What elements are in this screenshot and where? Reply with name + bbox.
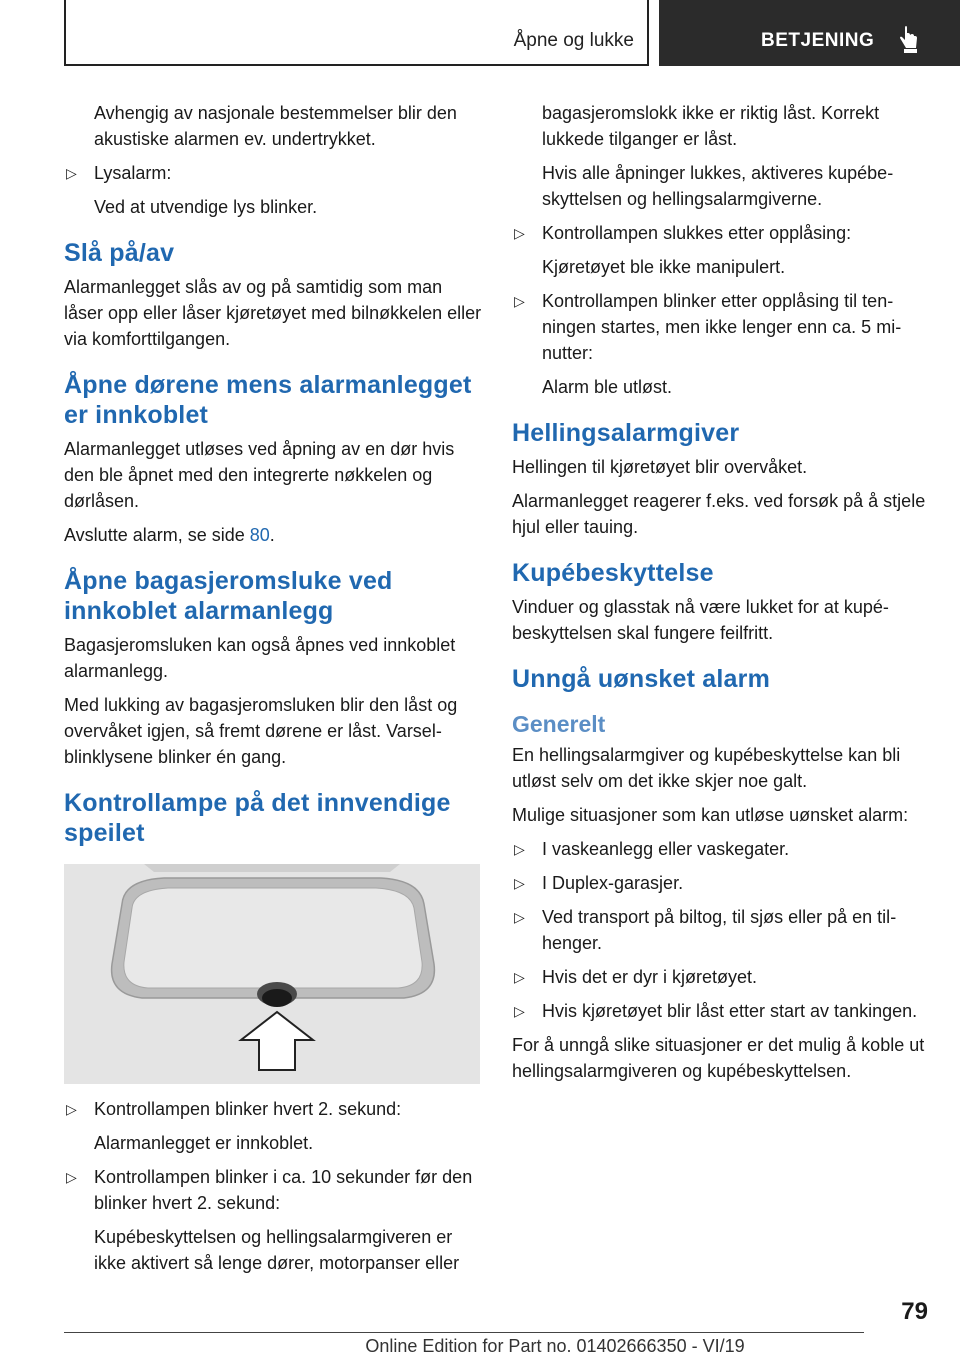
triangle-bullet-icon: ▷ <box>514 969 525 985</box>
chapter-tab[interactable] <box>659 0 960 66</box>
list-item-desc: Alarmanlegget er innkoblet. <box>94 1133 314 1153</box>
triangle-bullet-icon: ▷ <box>514 841 525 857</box>
list-item <box>512 964 928 990</box>
right-column <box>512 100 928 1092</box>
avslutte-text: Avslutte alarm, se side <box>64 525 250 545</box>
paragraph: Alarmanlegget slås av og på samtidig som man låser opp eller låser kjøretøyet med bilnøkkelen eller via komforttilgangen. <box>64 277 482 349</box>
triangle-bullet-icon: ▷ <box>514 875 525 891</box>
paragraph: Mulige situasjoner som kan utløse uønsket alarm: <box>512 805 909 825</box>
list-item-text: Kontrollampen blinker etter opplåsing til tenningen startes, men ikke lenger enn ca. 5 minutter: <box>542 291 902 363</box>
intro-text: Avhengig av nasjonale bestemmelser blir den akustiske alarmen ev. undertrykket. <box>94 103 457 149</box>
page-link-80[interactable]: 80 <box>249 525 270 545</box>
list-item <box>64 1096 482 1122</box>
list-item <box>64 160 482 186</box>
list-item <box>512 836 928 862</box>
list-item-text: I Duplex-garasjer. <box>542 873 684 893</box>
heading-hellingsalarmgiver: Hellingsalarmgiver <box>512 419 740 447</box>
heading-kontrollampe: Kontrollampe på det innvendige speilet <box>64 789 451 847</box>
header-right-rule <box>647 0 649 66</box>
list-item-desc: Ved at utvendige lys blinker. <box>94 197 318 217</box>
paragraph: Hellingen til kjøretøyet blir overvåket. <box>512 457 808 477</box>
section-title[interactable]: Åpne og lukke <box>513 30 634 51</box>
heading-bagasjeromsluke: Åpne bagasjeromsluke ved innkoblet alarmanlegg <box>64 567 393 625</box>
triangle-bullet-icon: ▷ <box>514 1003 525 1019</box>
mirror-illustration <box>64 864 480 1084</box>
triangle-bullet-icon: ▷ <box>66 165 77 181</box>
footer-rule <box>64 1332 864 1333</box>
edition-footer: Online Edition for Part no. 01402666350 - VI/19 <box>365 1336 745 1356</box>
triangle-bullet-icon: ▷ <box>66 1101 77 1117</box>
paragraph: Bagasjeromsluken kan også åpnes ved innkoblet alarmanlegg. <box>64 635 456 681</box>
continued-text: Hvis alle åpninger lukkes, aktiveres kupébeskyttelsen og hellingsalarmgiverne. <box>542 163 894 209</box>
paragraph: Alarmanlegget utløses ved åpning av en dør hvis den ble åpnet med den integrerte nøkkelen og dørlåsen. <box>64 439 455 511</box>
heading-apne-dorene: Åpne dørene mens alarmanlegget er innkoblet <box>64 371 472 429</box>
header-left-rule <box>64 0 66 66</box>
list-item-text: Kontrollampen slukkes etter opplåsing: <box>542 223 852 243</box>
list-item <box>512 870 928 896</box>
list-item-text: Hvis det er dyr i kjøretøyet. <box>542 967 758 987</box>
list-item <box>512 288 928 366</box>
list-item <box>512 998 928 1024</box>
hand-pointer-icon <box>897 26 921 54</box>
triangle-bullet-icon: ▷ <box>514 225 525 241</box>
list-item-text: Lysalarm: <box>94 163 172 183</box>
list-item-text: Kontrollampen blinker hvert 2. sekund: <box>94 1099 402 1119</box>
rearview-mirror-image <box>64 864 480 1084</box>
heading-unnga-alarm: Unngå uønsket alarm <box>512 665 771 693</box>
list-item-desc: Kjøretøyet ble ikke manipulert. <box>542 257 786 277</box>
avslutte-suffix: . <box>269 525 275 545</box>
header-rule <box>64 64 648 66</box>
paragraph: Med lukking av bagasjeromsluken blir den låst og overvåket igjen, så fremt dørene er låst. Varselblinklysene blinker én gang. <box>64 695 458 767</box>
heading-sla-pa-av: Slå på/av <box>64 239 175 267</box>
list-item <box>512 220 928 246</box>
list-item-text: Ved transport på biltog, til sjøs eller på en tilhenger. <box>542 907 897 953</box>
list-item-text: I vaskeanlegg eller vaskegater. <box>542 839 790 859</box>
triangle-bullet-icon: ▷ <box>514 293 525 309</box>
paragraph-avslutte <box>64 522 482 548</box>
page-number: 79 <box>901 1298 928 1325</box>
triangle-bullet-icon: ▷ <box>66 1169 77 1185</box>
paragraph: Alarmanlegget reagerer f.eks. ved forsøk på å stjele hjul eller tauing. <box>512 491 926 537</box>
list-item-desc: Alarm ble utløst. <box>542 377 673 397</box>
triangle-bullet-icon: ▷ <box>514 909 525 925</box>
list-item-text: Hvis kjøretøyet blir låst etter start av tankingen. <box>542 1001 918 1021</box>
list-item <box>512 904 928 956</box>
list-item <box>64 1164 482 1216</box>
chapter-tab-label: BETJENING <box>761 30 875 51</box>
list-item-text: Kontrollampen blinker i ca. 10 sekunder før den blinker hvert 2. sekund: <box>94 1167 473 1213</box>
left-column <box>64 100 482 1284</box>
heading-kupebeskyttelse: Kupébeskyttelse <box>512 559 714 587</box>
list-item-desc: Kupébeskyttelsen og hellingsalarmgiveren er ikke aktivert så lenge dører, motorpanser eller <box>94 1227 460 1273</box>
paragraph: En hellingsalarmgiver og kupébeskyttelse kan bli utløst selv om det ikke skjer noe galt. <box>512 745 901 791</box>
continued-text: bagasjeromslokk ikke er riktig låst. Korrekt lukkede tilganger er låst. <box>542 103 880 149</box>
paragraph: For å unngå slike situasjoner er det mulig å koble ut hellingsalarmgiveren og kupébeskyttelsen. <box>512 1035 925 1081</box>
subheading-generelt: Generelt <box>512 711 606 737</box>
paragraph: Vinduer og glasstak nå være lukket for at kupébeskyttelsen skal fungere feilfritt. <box>512 597 889 643</box>
